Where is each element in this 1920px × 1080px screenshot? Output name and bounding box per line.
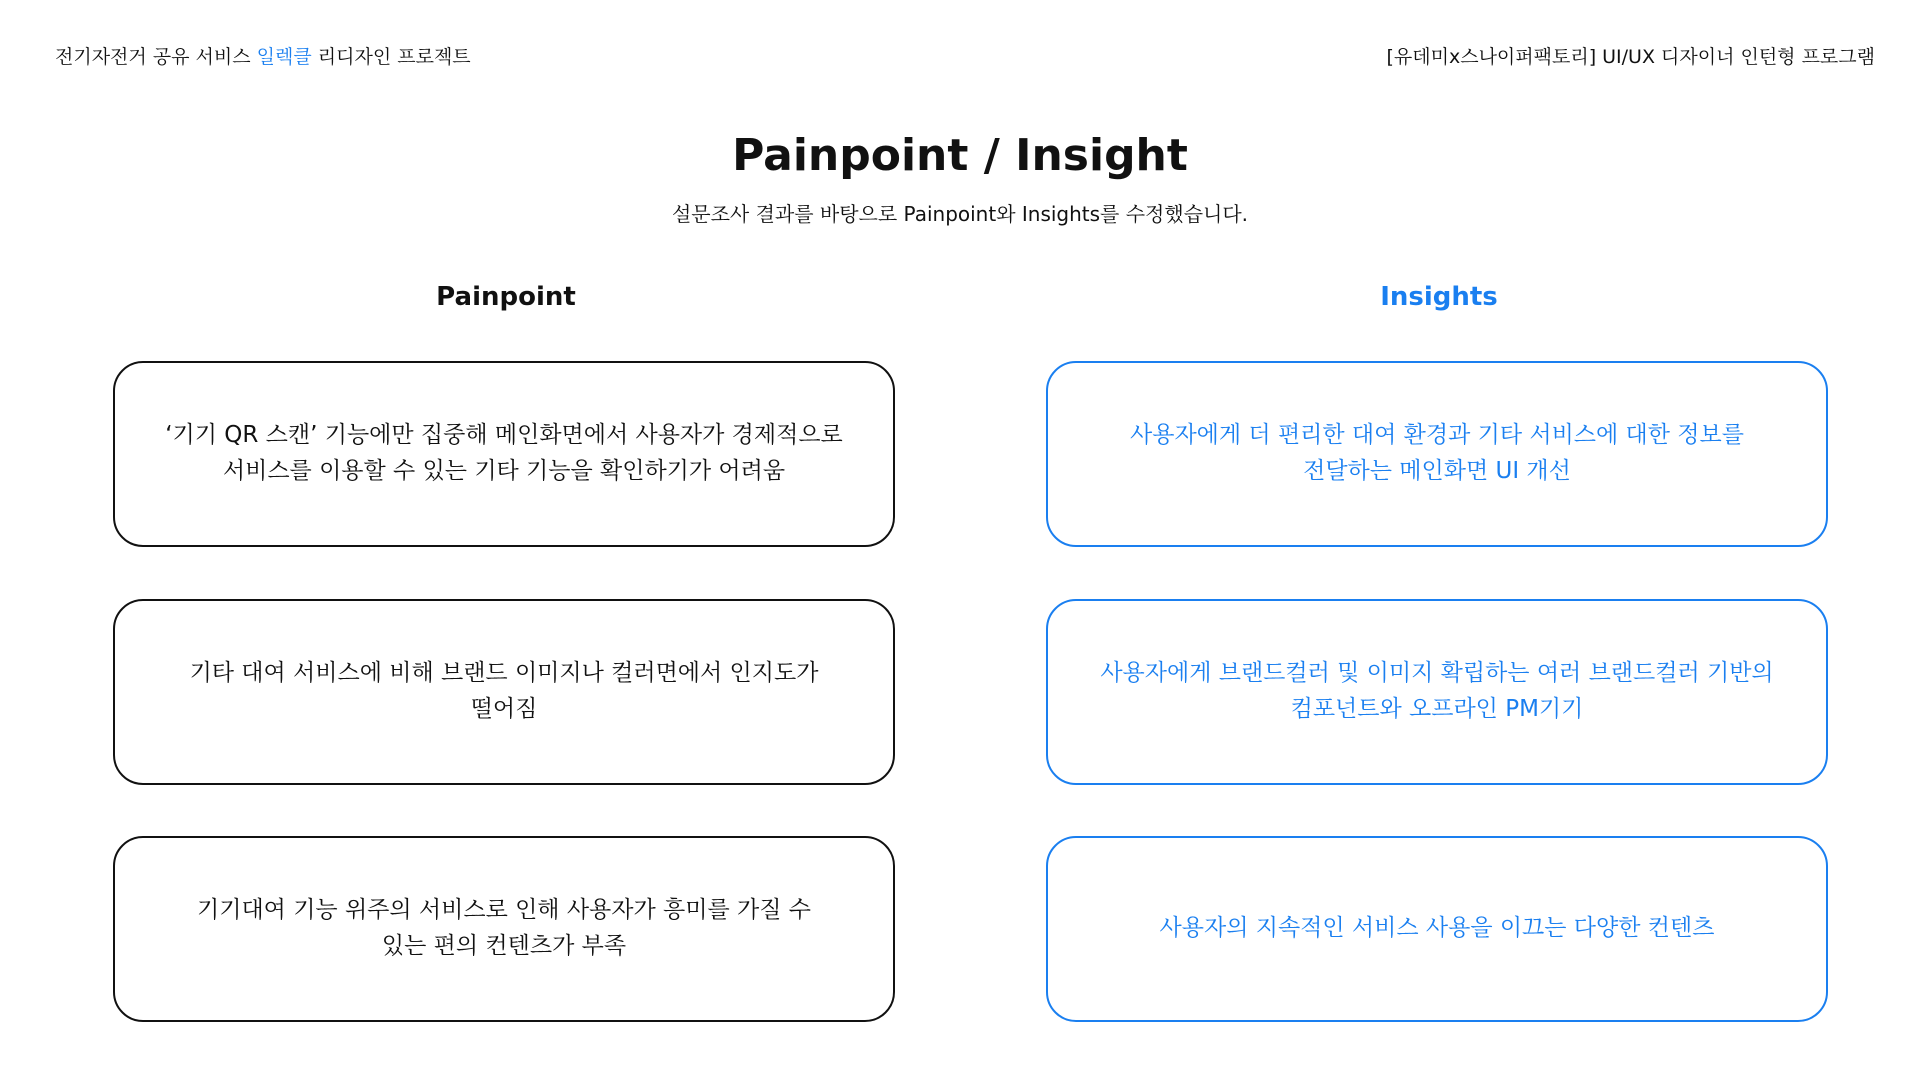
insight-card-1: [1046, 361, 1828, 547]
painpoint-card-2: [113, 599, 895, 785]
insight-card-3: [1046, 836, 1828, 1022]
painpoint-card-1: [113, 361, 895, 547]
brand-name: 일렉클: [256, 46, 312, 68]
page-subtitle: 설문조사 결과를 바탕으로 Painpoint와 Insights를 수정했습니다.: [671, 202, 1249, 226]
insight-text: 사용자의 지속적인 서비스 사용을 이끄는 다양한 컨텐츠: [1159, 915, 1715, 942]
painpoint-heading: Painpoint: [436, 282, 576, 312]
painpoint-text: ‘기기 QR 스캔’ 기능에만 집중해 메인화면에서 사용자가 경제적으로 서비스를 이용할 수 있는 기타 기능을 확인하기가 어려움: [165, 422, 843, 484]
project-title-prefix: 전기자전거 공유 서비스: [55, 46, 257, 68]
program-title: [유데미x스나이퍼팩토리] UI/UX 디자이너 인턴형 프로그램: [1386, 46, 1875, 68]
page-title: Painpoint / Insight: [732, 130, 1188, 181]
painpoint-text: 기기대여 기능 위주의 서비스로 인해 사용자가 흥미를 가질 수 있는 편의 컨텐츠가 부족: [197, 897, 811, 959]
insight-card-2: [1046, 599, 1828, 785]
insight-text: 사용자에게 더 편리한 대여 환경과 기타 서비스에 대한 정보를 전달하는 메인화면 UI 개선: [1130, 422, 1744, 484]
project-title-suffix: 리디자인 프로젝트: [311, 46, 471, 68]
project-title: [55, 42, 471, 69]
insights-heading: Insights: [1380, 282, 1498, 312]
insight-text: 사용자에게 브랜드컬러 및 이미지 확립하는 여러 브랜드컬러 기반의 컴포넌트와 오프라인 PM기기: [1100, 660, 1774, 722]
painpoint-card-3: [113, 836, 895, 1022]
painpoint-text: 기타 대여 서비스에 비해 브랜드 이미지나 컬러면에서 인지도가 떨어짐: [189, 660, 819, 722]
